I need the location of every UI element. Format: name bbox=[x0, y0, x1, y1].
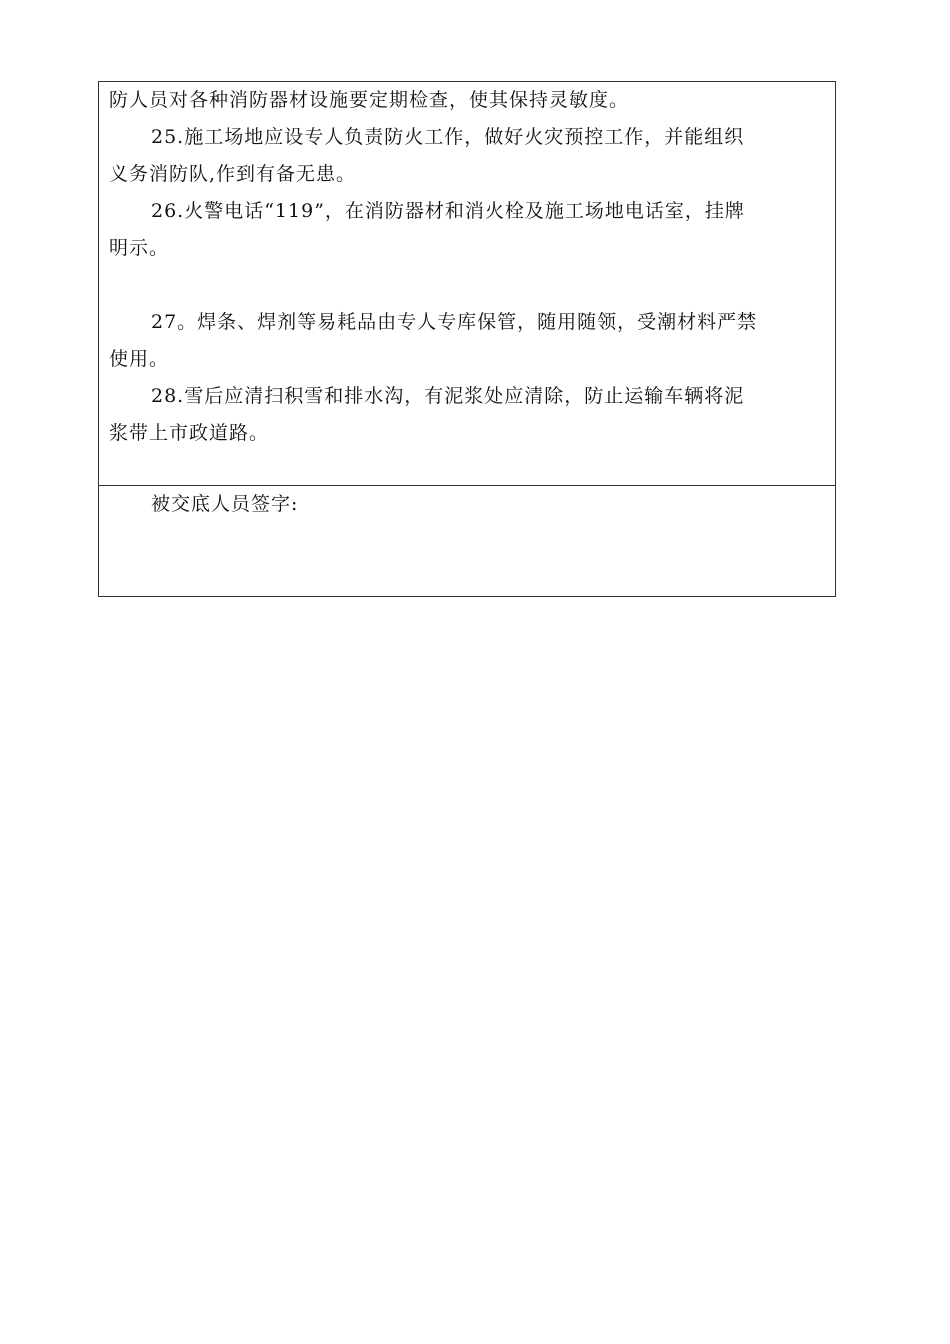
spacer bbox=[109, 267, 827, 304]
text-line: 防人员对各种消防器材设施要定期检查，使其保持灵敏度。 bbox=[109, 89, 630, 111]
signature-cell bbox=[99, 486, 835, 596]
disclosure-table bbox=[98, 81, 836, 597]
item-27-line-1: 27。焊条、焊剂等易耗品由专人专库保管，随用随领，受潮材料严禁 bbox=[151, 311, 758, 333]
item-25-line-2: 义务消防队,作到有备无患。 bbox=[109, 163, 357, 185]
item-27-line-2: 使用。 bbox=[109, 348, 170, 370]
item-25-line-1: 25.施工场地应设专人负责防火工作，做好火灾预控工作，并能组织 bbox=[151, 126, 745, 148]
content-cell bbox=[99, 82, 835, 486]
item-28-line-1: 28.雪后应清扫积雪和排水沟，有泥浆处应清除，防止运输车辆将泥 bbox=[151, 385, 745, 407]
signature-label: 被交底人员签字: bbox=[151, 493, 299, 515]
item-26-line-1: 26.火警电话“119”，在消防器材和消火栓及施工场地电话室，挂牌 bbox=[151, 200, 745, 222]
item-26-line-2: 明示。 bbox=[109, 237, 170, 259]
item-28-line-2: 浆带上市政道路。 bbox=[109, 422, 270, 444]
